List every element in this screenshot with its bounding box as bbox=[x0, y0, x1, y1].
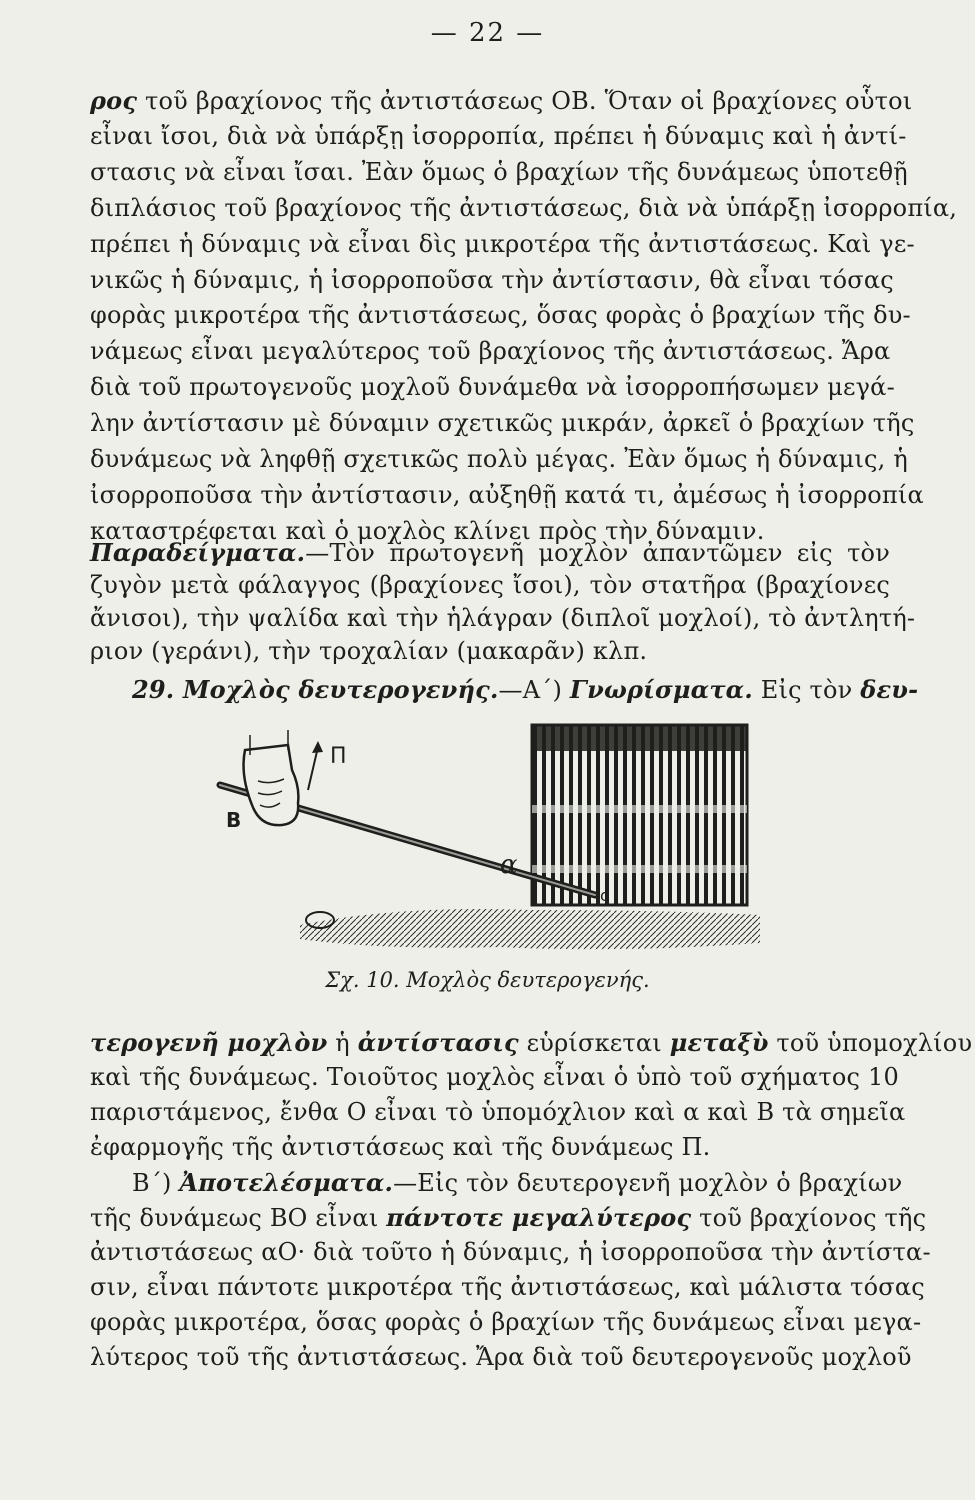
force-arrow bbox=[308, 747, 318, 790]
examples-line-2: ζυγὸν μετὰ φάλαγγος (βραχίονες ἴσοι), τὸν στατῆρα (βραχίονες bbox=[90, 571, 890, 599]
para2-line-4: ἐφαρμογῆς τῆς ἀντιστάσεως καὶ τῆς δυνάμεως Π. bbox=[90, 1133, 711, 1161]
para3-line-1 bbox=[132, 1166, 903, 1200]
lever-illustration bbox=[200, 715, 760, 960]
examples-heading: Παραδείγματα. bbox=[90, 538, 306, 567]
term-always-greater: πάντοτε μεγαλύτερος bbox=[386, 1203, 692, 1232]
subsection-title: Ἀποτελέσματα. bbox=[179, 1168, 394, 1197]
label-b: Β bbox=[226, 808, 242, 832]
section-title: 29. Μοχλὸς δευτερογενής. bbox=[132, 675, 499, 704]
section-rest: Εἰς τὸν bbox=[752, 676, 861, 704]
para3-line-4: σιν, εἶναι πάντοτε μικροτέρα τῆς ἀντιστάσεως, καὶ μάλιστα τόσας bbox=[90, 1273, 925, 1301]
para3-line-3: ἀντιστάσεως αΟ· διὰ τοῦτο ἡ δύναμις, ἡ ἰσορροποῦσα τὴν ἀντίστα- bbox=[90, 1238, 931, 1266]
label-pi: Π bbox=[330, 744, 347, 769]
para1-line: στασις νὰ εἶναι ἴσαι. Ἐὰν ὅμως ὁ βραχίων τῆς δυνάμεως ὑποτεθῇ bbox=[90, 158, 908, 186]
text: τοῦ ὑπομοχλίου bbox=[768, 1029, 973, 1057]
box-weight bbox=[532, 725, 747, 905]
text: τοῦ βραχίονος τῆς bbox=[691, 1204, 927, 1232]
label-o: ο bbox=[600, 886, 610, 905]
text: τῆς δυνάμεως ΒΟ εἶναι bbox=[90, 1204, 387, 1232]
subsection-label: Β΄) bbox=[132, 1169, 180, 1197]
hand bbox=[244, 730, 299, 825]
figure-caption: Σχ. 10. Μοχλὸς δευτερογενής. bbox=[325, 968, 650, 992]
term-resistance: ἀντίστασις bbox=[357, 1028, 519, 1057]
para2-line-3: παριστάμενος, ἔνθα Ο εἶναι τὸ ὑπομόχλιον καὶ α καὶ Β τὰ σημεῖα bbox=[90, 1098, 906, 1126]
term-second-order-lever: τερογενῆ μοχλὸν bbox=[90, 1028, 328, 1057]
para2-line-1 bbox=[90, 1026, 973, 1060]
label-a: α bbox=[500, 850, 518, 880]
text: ἡ bbox=[327, 1029, 358, 1057]
section-subtitle: Γνωρίσματα. bbox=[569, 675, 753, 704]
para1-line: ἰσορροποῦσα τὴν ἀντίστασιν, αὐξηθῇ κατά τι, ἀμέσως ἡ ἰσορροπία bbox=[90, 481, 924, 509]
para1-line: εἶναι ἴσοι, διὰ νὰ ὑπάρξῃ ἰσορροπία, πρέπει ἡ δύναμις καὶ ἡ ἀντί- bbox=[90, 122, 907, 150]
para1-line: δυνάμεως νὰ ληφθῇ σχετικῶς πολὺ μέγας. Ἐὰν ὅμως ἡ δύναμις, ἡ bbox=[90, 445, 908, 473]
para3-line-6: λύτερος τοῦ τῆς ἀντιστάσεως. Ἄρα διὰ τοῦ δευτερογενοῦς μοχλοῦ bbox=[90, 1343, 912, 1371]
para1-line: πρέπει ἡ δύναμις νὰ εἶναι δὶς μικροτέρα τῆς ἀντιστάσεως. Καὶ γε- bbox=[90, 230, 915, 258]
para1-line: καταστρέφεται καὶ ὁ μοχλὸς κλίνει πρὸς τὴν δύναμιν. bbox=[90, 517, 765, 545]
examples-line-4: ριον (γεράνι), τὴν τροχαλίαν (μακαρᾶν) κλπ. bbox=[90, 637, 648, 665]
para3-line-5: φορὰς μικροτέρα, ὅσας φορὰς ὁ βραχίων τῆς δυνάμεως εἶναι μεγα- bbox=[90, 1308, 922, 1336]
section-dash: —Α΄) bbox=[498, 676, 570, 704]
para1-line: νικῶς ἡ δύναμις, ἡ ἰσορροποῦσα τὴν ἀντίστασιν, θὰ εἶναι τόσας bbox=[90, 266, 894, 294]
examples-line-1 bbox=[90, 536, 890, 570]
para3-line-2 bbox=[90, 1201, 927, 1235]
para2-line-2: καὶ τῆς δυνάμεως. Τοιοῦτος μοχλὸς εἶναι ὁ ὑπὸ τοῦ σχήματος 10 bbox=[90, 1063, 899, 1091]
term-between: μεταξὺ bbox=[669, 1028, 769, 1057]
section-heading bbox=[132, 673, 919, 707]
ground bbox=[300, 909, 760, 949]
para1-line: διπλάσιος τοῦ βραχίονος τῆς ἀντιστάσεως, διὰ νὰ ὑπάρξῃ ἰσορροπία, bbox=[90, 194, 958, 222]
text: τοῦ βραχίονος τῆς ἀντιστάσεως ΟΒ. Ὅταν οἱ βραχίονες οὗτοι bbox=[137, 87, 913, 115]
page-number: — 22 — bbox=[430, 18, 545, 48]
text: εὑρίσκεται bbox=[518, 1029, 670, 1057]
para1-line: φορὰς μικροτέρα τῆς ἀντιστάσεως, ὅσας φορὰς ὁ βραχίων τῆς δυ- bbox=[90, 301, 911, 329]
para1-line: λην ἀντίστασιν μὲ δύναμιν σχετικῶς μικράν, ἀρκεῖ ὁ βραχίων τῆς bbox=[90, 409, 915, 437]
word-fragment: ρος bbox=[90, 86, 138, 115]
section-tail: δευ- bbox=[860, 675, 919, 704]
examples-text: —Τὸν πρωτογενῆ μοχλὸν ἀπαντῶμεν εἰς τὸν bbox=[305, 539, 890, 567]
para1-line: διὰ τοῦ πρωτογενοῦς μοχλοῦ δυνάμεθα νὰ ἰσορροπήσωμεν μεγά- bbox=[90, 373, 895, 401]
examples-line-3: ἄνισοι), τὴν ψαλίδα καὶ τὴν ἡλάγραν (διπλοῖ μοχλοί), τὸ ἀντλητή- bbox=[90, 604, 916, 632]
para1-line bbox=[90, 84, 913, 118]
para1-line: νάμεως εἶναι μεγαλύτερος τοῦ βραχίονος τῆς ἀντιστάσεως. Ἄρα bbox=[90, 337, 891, 365]
lever-figure bbox=[200, 715, 760, 960]
text: —Εἰς τὸν δευτερογενῆ μοχλὸν ὁ βραχίων bbox=[393, 1169, 903, 1197]
